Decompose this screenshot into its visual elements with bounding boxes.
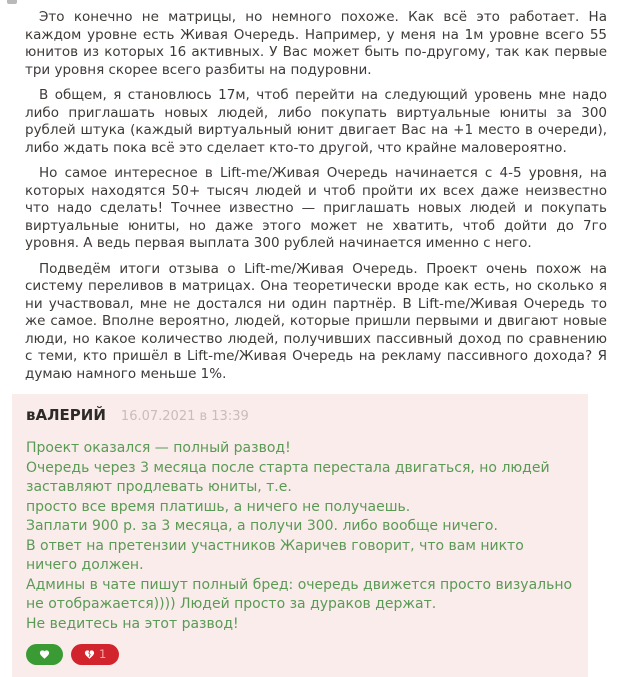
reactions-bar — [26, 644, 574, 665]
comment-date: 16.07.2021 в 13:39 — [120, 409, 249, 424]
heart-icon — [39, 649, 50, 660]
comment-header — [26, 405, 574, 427]
broken-heart-icon — [84, 649, 95, 660]
comment-card — [12, 394, 588, 677]
comment-line: В ответ на претензии участников Жаричев говорит, что вам никто ничего должен. — [26, 537, 524, 573]
scrollbar-artifact — [7, 0, 17, 4]
comment-body — [26, 439, 574, 634]
dislike-count: 1 — [99, 646, 107, 661]
comment-line: просто все время платишь, а ничего не получаешь. — [26, 498, 411, 515]
comment-line: Заплати 900 р. за 3 месяца, а получи 300. либо вообще ничего. — [26, 518, 498, 534]
article-paragraph: Это конечно не матрицы, но немного похоже. Как всё это работает. На каждом уровне есть Живая Очередь. Например, у меня на 1м уровне всего 55 юнитов из которых 16 активных. У Вас может быть по-другому, так как первые три уровня скорее всего разбиты на подуровни. — [25, 9, 607, 78]
article-paragraph: В общем, я становлюсь 17м, чтоб перейти на следующий уровень мне надо либо приглашать новых людей, либо покупать виртуальные юниты за 300 рублей штука (каждый виртуальный юнит двигает Вас на +1 место в очереди), либо ждать пока всё это сделает кто-то другой, что крайне маловероятно. — [25, 87, 607, 156]
comment-author: вАЛЕРИЙ — [26, 406, 106, 424]
article-paragraph: Но самое интересное в Lift-me/Живая Очередь начинается с 4-5 уровня, на которых находятся 50+ тысяч людей и чтоб пройти их всех даже неизвестно что надо сделать! Точнее известно — приглашать новых людей и покупать виртуальные юниты, но даже этого может не хватить, чтоб дойти до 7го уровня. А ведь первая выплата 300 рублей начинается именно с него. — [25, 165, 607, 251]
article-paragraph: Подведём итоги отзыва о Lift-me/Живая Очередь. Проект очень похож на систему переливов в матрицах. Она теоретически вроде как есть, но сколько я ни участвовал, мне не достался ни один партнёр. В Lift-me/Живая Очередь то же самое. Вполне вероятно, людей, которые пришли первыми и двигают новые люди, но какое количество людей, получивших пассивный доход по сравнению с теми, кто пришёл в Lift-me/Живая Очередь на рекламу пассивного дохода? Я думаю намного меньше 1%. — [25, 260, 607, 382]
comment-line: Админы в чате пишут полный бред: очередь движется просто визуально не отображается)))) Людей просто за дураков держат. — [26, 576, 573, 612]
comment-line: Не ведитесь на этот развод! — [26, 615, 239, 632]
like-button[interactable] — [26, 644, 63, 665]
comment-line: Очередь через 3 месяца после старта перестала двигаться, но людей заставляют продлевать юниты, т.е. — [26, 459, 550, 495]
dislike-button[interactable] — [71, 644, 119, 665]
comment-line: Проект оказался — полный развод! — [26, 440, 291, 456]
